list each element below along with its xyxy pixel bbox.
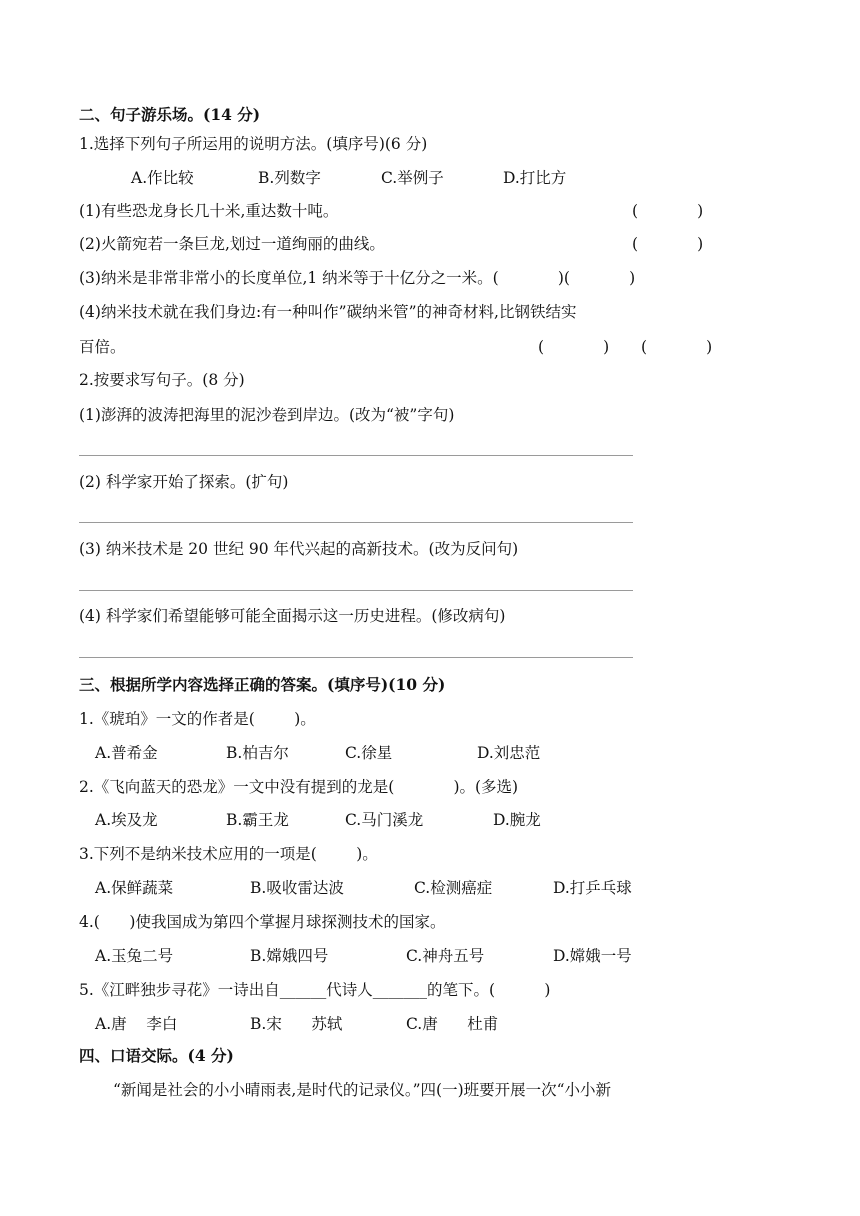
mc-option: C.马门溪龙 [345, 811, 424, 829]
section-4-title: 四、口语交际。(4 分) [79, 1046, 234, 1065]
mc-option: C.神舟五号 [406, 947, 485, 965]
mc-option: A.玉兔二号 [95, 947, 174, 965]
mc-option: A.埃及龙 [95, 811, 158, 829]
question-1-stem: 1.选择下列句子所运用的说明方法。(填序号)(6 分) [79, 135, 428, 153]
answer-blank: ( ) [538, 338, 610, 356]
option-b: B.列数字 [258, 169, 321, 187]
option-c: C.举例子 [381, 169, 444, 187]
mc-question-2: 2.《飞向蓝天的恐龙》一文中没有提到的龙是( )。(多选) [79, 778, 519, 796]
mc-option: D.刘忠范 [477, 744, 541, 762]
question-2-stem: 2.按要求写句子。(8 分) [79, 371, 245, 389]
mc-question-1: 1.《琥珀》一文的作者是( )。 [79, 710, 316, 728]
answer-line [79, 455, 633, 456]
mc-option: A.保鲜蔬菜 [95, 879, 174, 897]
q2-item-1: (1)澎湃的波涛把海里的泥沙卷到岸边。(改为“被”字句) [79, 406, 455, 424]
section-2-title: 二、句子游乐场。(14 分) [79, 105, 261, 124]
q2-item-2: (2) 科学家开始了探索。(扩句) [79, 473, 289, 491]
q2-item-3: (3) 纳米技术是 20 世纪 90 年代兴起的高新技术。(改为反问句) [79, 540, 519, 558]
answer-line [79, 590, 633, 591]
section-4-paragraph: “新闻是社会的小小晴雨表,是时代的记录仪。”四(一)班要开展一次“小小新 [113, 1081, 612, 1099]
q1-item-4: (4)纳米技术就在我们身边:有一种叫作”碳纳米管”的神奇材料,比钢铁结实 [79, 303, 577, 321]
mc-option: B.吸收雷达波 [250, 879, 344, 897]
answer-blank: ( ) [632, 235, 704, 253]
mc-option: B.霸王龙 [226, 811, 289, 829]
mc-question-4: 4.( )使我国成为第四个掌握月球探测技术的国家。 [79, 913, 446, 931]
mc-option: D.腕龙 [493, 811, 541, 829]
mc-option: B.嫦娥四号 [250, 947, 329, 965]
q2-item-4: (4) 科学家们希望能够可能全面揭示这一历史进程。(修改病句) [79, 607, 506, 625]
mc-option: C.检测癌症 [414, 879, 493, 897]
q1-item-1: (1)有些恐龙身长几十米,重达数十吨。 [79, 202, 339, 220]
answer-blank: ( ) [641, 338, 713, 356]
q1-item-4-continued: 百倍。 [79, 338, 126, 356]
answer-line [79, 522, 633, 523]
mc-option: A.普希金 [95, 744, 158, 762]
mc-question-5: 5.《江畔独步寻花》一诗出自______代诗人_______的笔下。( ) [79, 981, 551, 999]
q1-item-3: (3)纳米是非常非常小的长度单位,1 纳米等于十亿分之一米。( )( ) [79, 269, 636, 287]
option-d: D.打比方 [503, 169, 567, 187]
q1-item-2: (2)火箭宛若一条巨龙,划过一道绚丽的曲线。 [79, 235, 385, 253]
option-a: A.作比较 [131, 169, 194, 187]
mc-option: A.唐 李白 [95, 1015, 178, 1033]
section-3-title: 三、根据所学内容选择正确的答案。(填序号)(10 分) [79, 675, 446, 694]
answer-blank: ( ) [632, 202, 704, 220]
answer-line [79, 657, 633, 658]
mc-option: C.徐星 [345, 744, 393, 762]
mc-option: D.打乒乓球 [553, 879, 632, 897]
mc-question-3: 3.下列不是纳米技术应用的一项是( )。 [79, 845, 378, 863]
mc-option: B.柏吉尔 [226, 744, 289, 762]
mc-option: B.宋 苏轼 [250, 1015, 343, 1033]
mc-option: C.唐 杜甫 [406, 1015, 499, 1033]
mc-option: D.嫦娥一号 [553, 947, 632, 965]
